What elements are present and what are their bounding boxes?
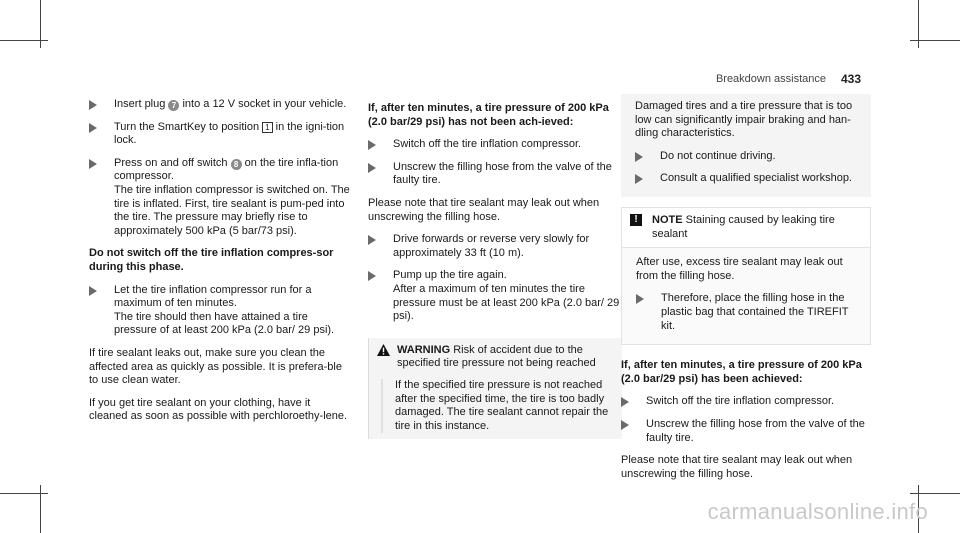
arrow-icon xyxy=(89,286,97,296)
callout-number-icon: 7 xyxy=(168,100,179,111)
arrow-icon xyxy=(89,123,97,133)
crop-mark xyxy=(0,40,48,41)
warning-box xyxy=(368,338,622,440)
step-insert-plug: Insert plug 7 into a 12 V socket in your vehicle. xyxy=(89,98,351,112)
step-detail: After a maximum of ten minutes the tire pressure must be at least 200 kPa (2.0 bar/ 29 psi). xyxy=(393,282,620,323)
column-3 xyxy=(621,94,871,490)
warning-body: If the specified tire pressure is not reached after the specified time, the tire is too badly damaged. The tire sealant cannot repair the tire in this instance. xyxy=(381,379,614,433)
column-1 xyxy=(89,98,351,433)
paragraph: If tire sealant leaks out, make sure you clean the affected area as quickly as possible. It is prefera-ble to use clean water. xyxy=(89,346,342,387)
note-label: NOTE xyxy=(652,213,683,226)
paragraph: Damaged tires and a tire pressure that is too low can significantly impair braking and han-dling characteristics. xyxy=(635,100,853,140)
warning-header xyxy=(369,344,614,371)
step-detail: The tire inflation compressor is switched on. The tire is inflated. First, tire sealant is pum-ped into the tire. The pressure may briefly rise to approximately 500 kPa (5 bar/73 psi). xyxy=(114,183,350,237)
step-place-hose: Therefore, place the filling hose in the plastic bag that contained the TIREFIT kit. xyxy=(636,292,862,333)
warning-triangle-icon xyxy=(377,344,390,356)
note-body xyxy=(622,248,870,344)
page-number: 433 xyxy=(841,72,862,86)
step-turn-smartkey: Turn the SmartKey to position 1 in the igni-tion lock. xyxy=(89,121,351,148)
note-header xyxy=(622,208,870,248)
crop-mark xyxy=(910,493,960,494)
step-switch-off: Switch off the tire inflation compressor. xyxy=(621,395,871,409)
arrow-icon xyxy=(368,235,376,245)
paragraph: Please note that tire sealant may leak out when unscrewing the filling hose. xyxy=(621,454,853,480)
arrow-icon xyxy=(635,152,643,162)
arrow-icon xyxy=(621,397,629,407)
step-drive: Drive forwards or reverse very slowly for approximately 33 ft (10 m). xyxy=(368,233,622,260)
exclamation-icon: ! xyxy=(630,214,642,226)
step-unscrew-hose: Unscrew the filling hose from the valve of the faulty tire. xyxy=(368,161,622,188)
warning-label: WARNING xyxy=(397,343,451,356)
step-consult-workshop: Consult a qualified specialist workshop. xyxy=(635,172,861,186)
section-header: Breakdown assistance xyxy=(715,73,826,85)
warning-title: Risk of accident due to the specified tire pressure not being reached xyxy=(397,343,596,370)
callout-number-icon: 8 xyxy=(231,159,242,170)
warning-continued-box xyxy=(621,94,871,197)
crop-mark xyxy=(0,493,48,494)
arrow-icon xyxy=(368,271,376,281)
key-position-icon: 1 xyxy=(262,122,272,133)
step-do-not-drive: Do not continue driving. xyxy=(635,150,861,164)
paragraph: Please note that tire sealant may leak out when unscrewing the filling hose. xyxy=(368,196,600,223)
arrow-icon xyxy=(368,163,376,173)
subheading: If, after ten minutes, a tire pressure of 200 kPa (2.0 bar/29 psi) has not been ach-ieved: xyxy=(368,102,609,128)
note-box xyxy=(621,207,871,345)
arrow-icon xyxy=(89,100,97,110)
arrow-icon xyxy=(635,174,643,184)
note-title: Staining caused by leaking tire sealant xyxy=(652,213,835,240)
step-detail: The tire should then have attained a tire pressure of at least 200 kPa (2.0 bar/ 29 psi). xyxy=(114,310,335,337)
subheading: Do not switch off the tire inflation compres-sor during this phase. xyxy=(89,247,334,273)
paragraph: If you get tire sealant on your clothing, have it cleaned as soon as possible with perchloroethy-lene. xyxy=(89,396,348,423)
watermark: carmanualsonline.info xyxy=(707,499,928,524)
crop-mark xyxy=(910,40,960,41)
step-run-compressor: Let the tire inflation compressor run for a maximum of ten minutes. The tire should then have attained a tire pressure of at least 200 kPa (2.0 bar/ 29 psi). xyxy=(89,284,351,338)
arrow-icon xyxy=(89,159,97,169)
arrow-icon xyxy=(368,140,376,150)
step-switch-off: Switch off the tire inflation compressor. xyxy=(368,138,622,152)
arrow-icon xyxy=(636,294,644,304)
subheading: If, after ten minutes, a tire pressure of 200 kPa (2.0 bar/29 psi) has been achieved: xyxy=(621,359,862,385)
step-pump-up: Pump up the tire again. After a maximum of ten minutes the tire pressure must be at least 200 kPa (2.0 bar/ 29 psi). xyxy=(368,269,622,323)
paragraph: After use, excess tire sealant may leak out from the filling hose. xyxy=(636,256,843,282)
column-2 xyxy=(368,102,622,439)
arrow-icon xyxy=(621,420,629,430)
step-press-switch: Press on and off switch 8 on the tire infla-tion compressor. The tire inflation compressor is switched on. The tire is inflated. First, tire sealant is pum-ped into the tire. The pressure may briefly rise to approximately 500 kPa (5 bar/73 psi). xyxy=(89,157,351,239)
step-unscrew-hose: Unscrew the filling hose from the valve of the faulty tire. xyxy=(621,418,871,445)
